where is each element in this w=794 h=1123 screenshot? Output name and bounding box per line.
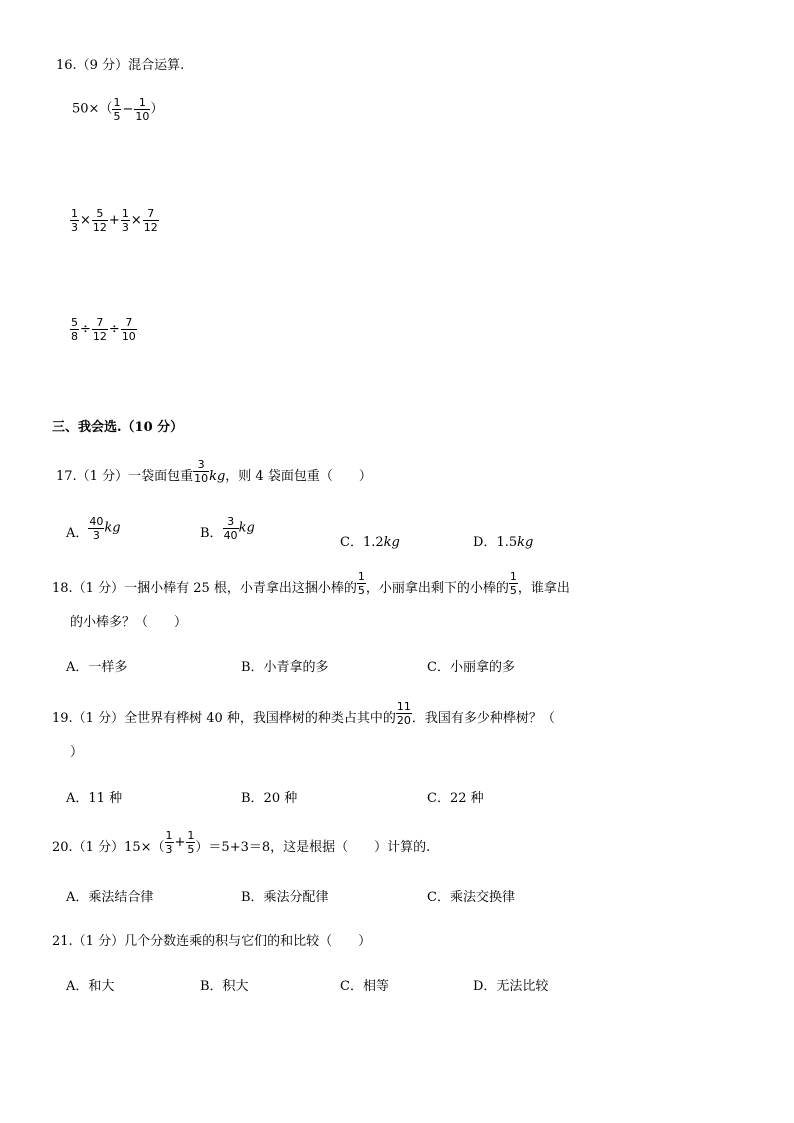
numerator: 3 — [223, 515, 239, 529]
q20-option-b[interactable]: B．乘法分配律 — [241, 890, 329, 905]
numerator: 1 — [187, 829, 195, 842]
fraction — [143, 207, 159, 234]
denominator: 10 — [121, 330, 136, 343]
stem-text: 18.（1 分）一捆小棒有 25 根，小青拿出这捆小棒的 — [52, 581, 357, 596]
fraction — [165, 829, 174, 856]
fraction — [92, 207, 108, 234]
numerator: 7 — [92, 316, 108, 330]
times-sign: × — [130, 212, 142, 228]
fraction — [121, 316, 137, 343]
fraction — [509, 570, 518, 597]
numerator: 7 — [143, 207, 159, 221]
stem-text: 17.（1 分）一袋面包重 — [56, 469, 194, 484]
numerator: 3 — [193, 458, 209, 472]
q19-option-b[interactable]: B．20 种 — [241, 791, 298, 806]
denominator: 12 — [92, 330, 107, 343]
times-sign: × — [80, 212, 91, 228]
q16-expression-2 — [70, 207, 159, 234]
numerator: 1 — [509, 570, 517, 583]
q19-option-c[interactable]: C．22 种 — [427, 791, 484, 806]
q19-option-a[interactable]: A．11 种 — [66, 791, 123, 806]
option-label: C． — [340, 535, 363, 550]
q21-stem: 21.（1 分）几个分数连乘的积与它们的和比较（ ） — [52, 934, 372, 949]
q20-stem — [52, 829, 430, 856]
expr-prefix: 50×（ — [72, 101, 113, 117]
unit: kg — [383, 535, 400, 550]
fraction — [92, 316, 108, 343]
unit: kg — [517, 535, 534, 550]
plus-sign: + — [108, 212, 120, 228]
q19-stem — [52, 700, 555, 727]
fraction — [134, 96, 150, 123]
numerator: 5 — [71, 316, 78, 329]
fraction — [121, 207, 130, 234]
unit: kg — [238, 520, 255, 536]
fraction — [70, 207, 79, 234]
stem-text: ，小丽拿出剩下的小棒的 — [365, 581, 509, 596]
fraction — [186, 829, 195, 856]
stem-text: 19.（1 分）全世界有桦树 40 种，我国桦树的种类占其中的 — [52, 711, 396, 726]
q19-stem-line2: ） — [70, 745, 84, 760]
q21-option-b[interactable]: B．积大 — [200, 979, 249, 994]
fraction — [112, 96, 121, 123]
fraction — [70, 316, 79, 343]
numerator: 1 — [121, 207, 129, 220]
numerator: 1 — [165, 829, 173, 842]
denominator: 3 — [121, 221, 129, 234]
unit: kg — [104, 520, 121, 536]
denominator: 5 — [113, 110, 121, 123]
denominator: 10 — [194, 472, 209, 485]
q18-option-b[interactable]: B．小青拿的多 — [241, 660, 329, 675]
q17-option-b[interactable] — [200, 515, 255, 542]
numerator: 11 — [396, 700, 411, 713]
numerator: 1 — [134, 96, 150, 110]
q17-option-d[interactable] — [473, 535, 533, 551]
unit: kg — [209, 469, 226, 484]
fraction — [396, 700, 412, 727]
q17-stem — [56, 458, 372, 485]
q20-option-a[interactable]: A．乘法结合律 — [66, 890, 154, 905]
q17-option-c[interactable] — [340, 535, 400, 551]
option-label: A． — [66, 526, 89, 541]
q20-option-c[interactable]: C．乘法交换律 — [427, 890, 515, 905]
fraction — [88, 515, 104, 542]
denominator: 20 — [396, 714, 411, 727]
option-text: 1.5 — [496, 535, 518, 550]
q21-option-d[interactable]: D．无法比较 — [473, 979, 549, 994]
numerator: 1 — [113, 96, 121, 109]
denominator: 40 — [223, 529, 238, 542]
option-text: 1.2 — [362, 535, 384, 550]
denominator: 5 — [509, 584, 517, 597]
denominator: 5 — [357, 584, 365, 597]
q16-title: 16.（9 分）混合运算. — [56, 58, 185, 73]
denominator: 12 — [92, 221, 107, 234]
q18-option-c[interactable]: C．小丽拿的多 — [427, 660, 515, 675]
denominator: 12 — [143, 221, 158, 234]
fraction — [193, 458, 209, 485]
fraction — [357, 570, 366, 597]
stem-text: 20.（1 分）15×（ — [52, 840, 165, 855]
q18-stem — [52, 570, 570, 597]
q18-option-a[interactable]: A．一样多 — [66, 660, 128, 675]
numerator: 1 — [357, 570, 365, 583]
denominator: 3 — [165, 843, 173, 856]
stem-text: ，则 4 袋面包重（ ） — [225, 469, 372, 484]
numerator: 5 — [92, 207, 108, 221]
q16-expression-3 — [70, 316, 137, 343]
denominator: 3 — [71, 221, 78, 234]
plus-sign: + — [174, 834, 186, 850]
q21-option-c[interactable]: C．相等 — [340, 979, 389, 994]
section-heading: 三、我会选.（10 分） — [52, 420, 184, 435]
expr-suffix: ） — [150, 101, 164, 117]
numerator: 1 — [71, 207, 78, 220]
fraction — [223, 515, 239, 542]
numerator: 40 — [89, 515, 104, 528]
denominator: 8 — [71, 330, 78, 343]
stem-text: ．我国有多少种桦树？（ — [411, 711, 555, 726]
q17-option-a[interactable] — [66, 515, 121, 542]
q18-stem-line2: 的小棒多？（ ） — [70, 615, 188, 630]
denominator: 3 — [92, 529, 100, 542]
option-label: D． — [473, 535, 497, 550]
denominator: 5 — [187, 843, 195, 856]
q16-expression-1 — [72, 96, 163, 123]
divide-sign: ÷ — [80, 321, 91, 337]
stem-text: ）＝5+3＝8，这是根据（ ）计算的. — [195, 840, 431, 855]
q21-option-a[interactable]: A．和大 — [66, 979, 115, 994]
minus-sign: − — [122, 101, 134, 117]
stem-text: ，谁拿出 — [517, 581, 570, 596]
divide-sign: ÷ — [108, 321, 120, 337]
denominator: 10 — [135, 110, 150, 123]
option-label: B． — [200, 526, 223, 541]
numerator: 7 — [121, 316, 137, 330]
